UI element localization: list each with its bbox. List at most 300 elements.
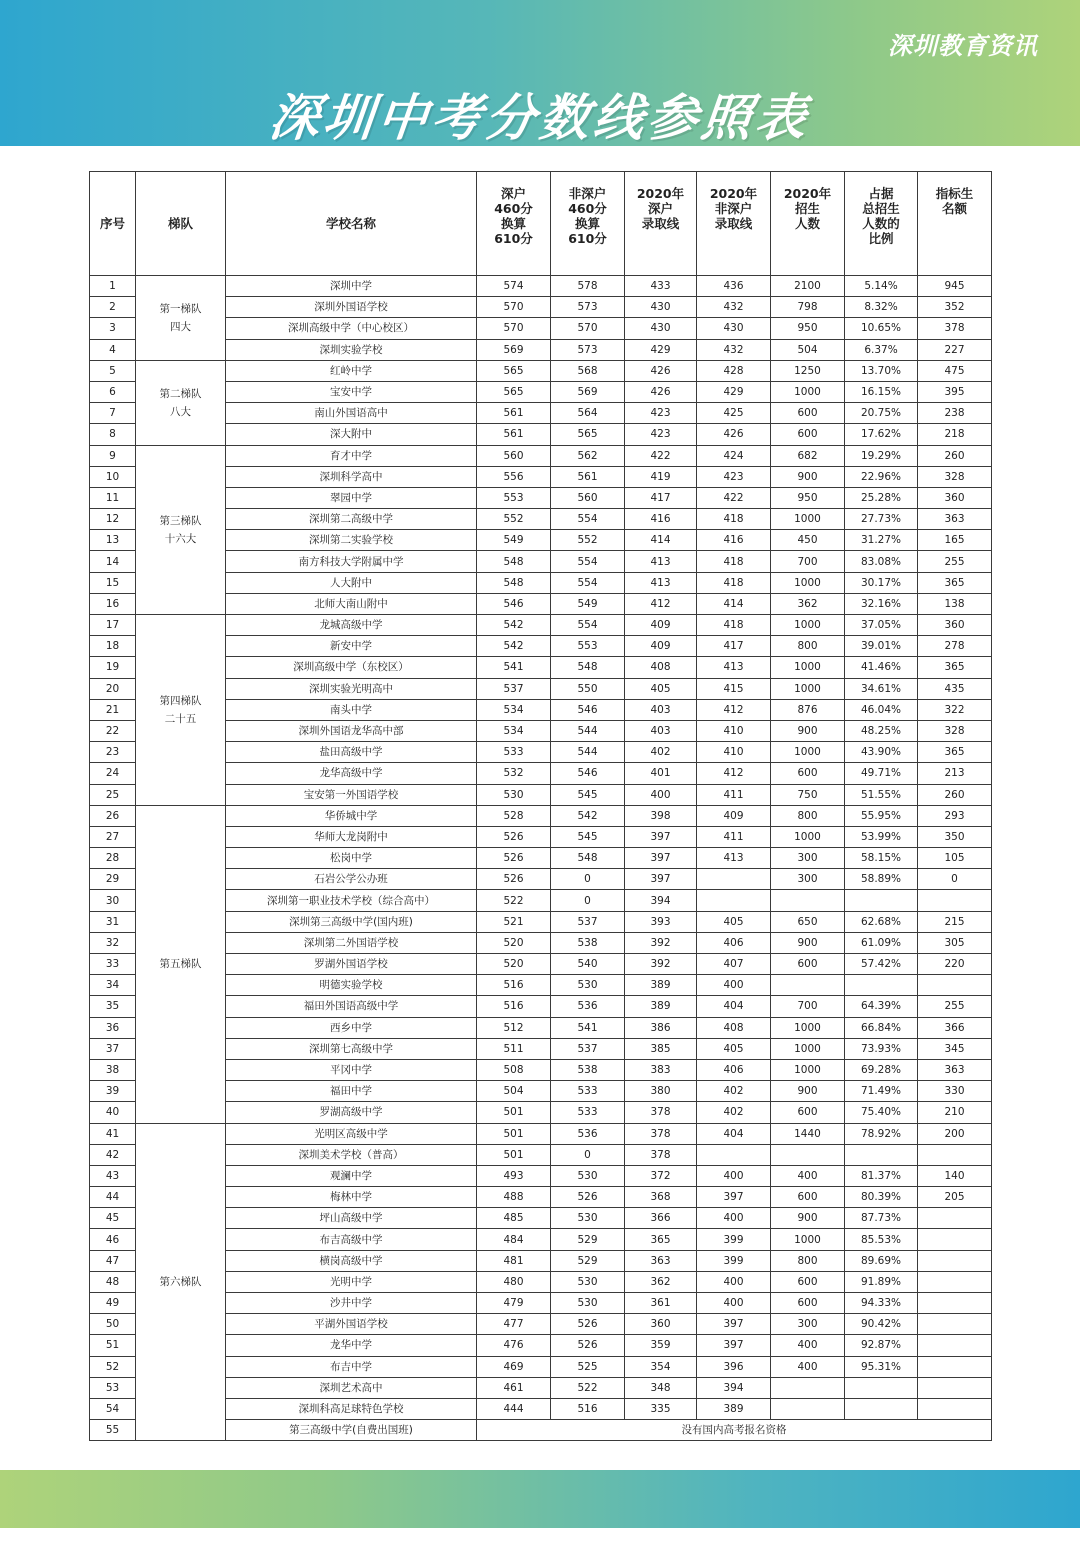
quota [918, 1356, 992, 1377]
cutoff-hukou: 383 [625, 1059, 697, 1080]
enrollment: 2100 [771, 276, 845, 297]
hukou-score: 501 [477, 1144, 551, 1165]
hukou-score: 511 [477, 1038, 551, 1059]
ratio: 81.37% [845, 1165, 918, 1186]
cutoff-hukou: 365 [625, 1229, 697, 1250]
table-row [90, 890, 992, 911]
row-note: 没有国内高考报名资格 [477, 1420, 992, 1441]
ratio: 58.89% [845, 869, 918, 890]
tier-label: 八大 [170, 405, 191, 418]
ratio: 83.08% [845, 551, 918, 572]
table-row [90, 805, 992, 826]
tier-label: 第一梯队 [159, 302, 202, 315]
row-index: 13 [90, 530, 136, 551]
hukou-score: 537 [477, 678, 551, 699]
ratio: 91.89% [845, 1271, 918, 1292]
row-index: 31 [90, 911, 136, 932]
cutoff-non-hukou: 407 [697, 954, 771, 975]
enrollment: 300 [771, 869, 845, 890]
header-school-name [226, 172, 477, 276]
cutoff-hukou: 348 [625, 1377, 697, 1398]
ratio: 66.84% [845, 1017, 918, 1038]
ratio [845, 1144, 918, 1165]
enrollment: 1000 [771, 1059, 845, 1080]
table-row [90, 1017, 992, 1038]
cutoff-non-hukou: 400 [697, 1293, 771, 1314]
row-index: 40 [90, 1102, 136, 1123]
quota: 140 [918, 1165, 992, 1186]
school-name: 深圳科学高中 [226, 466, 477, 487]
hukou-score: 553 [477, 487, 551, 508]
cutoff-non-hukou: 411 [697, 826, 771, 847]
table-row [90, 551, 992, 572]
non-hukou-score: 0 [551, 869, 625, 890]
quota: 945 [918, 276, 992, 297]
header-line: 610分 [568, 231, 607, 246]
enrollment: 1000 [771, 657, 845, 678]
non-hukou-score: 537 [551, 911, 625, 932]
quota: 205 [918, 1187, 992, 1208]
hukou-score: 444 [477, 1398, 551, 1419]
tier-label: 第三梯队 [159, 514, 202, 527]
ratio [845, 1377, 918, 1398]
quota: 215 [918, 911, 992, 932]
school-name: 坪山高级中学 [226, 1208, 477, 1229]
enrollment [771, 890, 845, 911]
non-hukou-score: 569 [551, 381, 625, 402]
school-name: 福田中学 [226, 1081, 477, 1102]
ratio: 5.14% [845, 276, 918, 297]
header-line: 名额 [941, 201, 967, 216]
non-hukou-score: 570 [551, 318, 625, 339]
cutoff-hukou: 426 [625, 381, 697, 402]
school-name: 龙城高级中学 [226, 615, 477, 636]
row-index: 16 [90, 593, 136, 614]
table-row [90, 763, 992, 784]
quota: 330 [918, 1081, 992, 1102]
non-hukou-score: 554 [551, 509, 625, 530]
row-index: 6 [90, 381, 136, 402]
row-index: 9 [90, 445, 136, 466]
row-index: 3 [90, 318, 136, 339]
school-name: 深圳第一职业技术学校（综合高中） [226, 890, 477, 911]
hukou-score: 570 [477, 297, 551, 318]
cutoff-non-hukou: 400 [697, 1271, 771, 1292]
school-name: 深圳高级中学（东校区） [226, 657, 477, 678]
header-line: 2020年 [783, 186, 832, 201]
row-index: 17 [90, 615, 136, 636]
cutoff-non-hukou [697, 869, 771, 890]
table-row [90, 869, 992, 890]
quota: 328 [918, 466, 992, 487]
quota: 378 [918, 318, 992, 339]
non-hukou-score: 529 [551, 1250, 625, 1271]
school-name: 深圳第二实验学校 [226, 530, 477, 551]
hukou-score: 530 [477, 784, 551, 805]
tier-cell [136, 276, 226, 361]
cutoff-non-hukou: 406 [697, 1059, 771, 1080]
row-index: 28 [90, 848, 136, 869]
enrollment: 798 [771, 297, 845, 318]
hukou-score: 526 [477, 848, 551, 869]
row-index: 53 [90, 1377, 136, 1398]
row-index: 26 [90, 805, 136, 826]
school-name: 深圳外国语龙华高中部 [226, 720, 477, 741]
cutoff-non-hukou: 429 [697, 381, 771, 402]
cutoff-non-hukou: 415 [697, 678, 771, 699]
cutoff-hukou: 412 [625, 593, 697, 614]
school-name: 人大附中 [226, 572, 477, 593]
enrollment: 1000 [771, 1229, 845, 1250]
ratio: 22.96% [845, 466, 918, 487]
school-name: 宝安第一外国语学校 [226, 784, 477, 805]
quota: 260 [918, 445, 992, 466]
hukou-score: 549 [477, 530, 551, 551]
row-index: 2 [90, 297, 136, 318]
cutoff-hukou: 413 [625, 551, 697, 572]
table-row [90, 1208, 992, 1229]
non-hukou-score: 561 [551, 466, 625, 487]
table-row [90, 1123, 992, 1144]
cutoff-hukou: 414 [625, 530, 697, 551]
non-hukou-score: 546 [551, 763, 625, 784]
quota: 213 [918, 763, 992, 784]
ratio: 57.42% [845, 954, 918, 975]
ratio: 10.65% [845, 318, 918, 339]
quota: 105 [918, 848, 992, 869]
ratio: 20.75% [845, 403, 918, 424]
quota [918, 1293, 992, 1314]
school-name: 沙井中学 [226, 1293, 477, 1314]
cutoff-hukou: 359 [625, 1335, 697, 1356]
school-name: 深圳实验光明高中 [226, 678, 477, 699]
quota: 210 [918, 1102, 992, 1123]
enrollment: 700 [771, 551, 845, 572]
ratio: 85.53% [845, 1229, 918, 1250]
cutoff-non-hukou: 404 [697, 1123, 771, 1144]
non-hukou-score: 530 [551, 975, 625, 996]
school-name: 育才中学 [226, 445, 477, 466]
header-line: 460分 [494, 201, 533, 216]
school-name: 横岗高级中学 [226, 1250, 477, 1271]
table-row [90, 1250, 992, 1271]
tier-cell [136, 1123, 226, 1441]
ratio: 92.87% [845, 1335, 918, 1356]
quota: 0 [918, 869, 992, 890]
table-row [90, 1420, 992, 1441]
hukou-score: 488 [477, 1187, 551, 1208]
header-quota [918, 172, 992, 276]
enrollment: 600 [771, 1102, 845, 1123]
enrollment: 950 [771, 487, 845, 508]
cutoff-hukou: 378 [625, 1123, 697, 1144]
school-name: 西乡中学 [226, 1017, 477, 1038]
table-row [90, 848, 992, 869]
non-hukou-score: 522 [551, 1377, 625, 1398]
table-row [90, 720, 992, 741]
table-row [90, 276, 992, 297]
school-name: 平冈中学 [226, 1059, 477, 1080]
tier-label: 四大 [170, 320, 191, 333]
tier-label: 第二梯队 [159, 387, 202, 400]
ratio [845, 890, 918, 911]
quota [918, 1144, 992, 1165]
ratio: 37.05% [845, 615, 918, 636]
row-index: 35 [90, 996, 136, 1017]
header-line: 610分 [494, 231, 533, 246]
quota [918, 1271, 992, 1292]
table-row [90, 911, 992, 932]
hukou-score: 484 [477, 1229, 551, 1250]
enrollment: 1000 [771, 1017, 845, 1038]
non-hukou-score: 578 [551, 276, 625, 297]
ratio: 25.28% [845, 487, 918, 508]
header-line: 深户 [500, 186, 526, 201]
enrollment: 300 [771, 1314, 845, 1335]
header-line: 人数 [794, 216, 820, 231]
non-hukou-score: 526 [551, 1314, 625, 1335]
enrollment: 900 [771, 720, 845, 741]
ratio [845, 975, 918, 996]
enrollment: 682 [771, 445, 845, 466]
non-hukou-score: 526 [551, 1335, 625, 1356]
hukou-score: 469 [477, 1356, 551, 1377]
cutoff-non-hukou: 402 [697, 1102, 771, 1123]
ratio: 55.95% [845, 805, 918, 826]
cutoff-hukou: 433 [625, 276, 697, 297]
hukou-score: 561 [477, 424, 551, 445]
enrollment: 800 [771, 1250, 845, 1271]
school-name: 深圳第七高级中学 [226, 1038, 477, 1059]
cutoff-non-hukou: 432 [697, 339, 771, 360]
non-hukou-score: 526 [551, 1187, 625, 1208]
cutoff-hukou: 400 [625, 784, 697, 805]
ratio: 73.93% [845, 1038, 918, 1059]
enrollment: 504 [771, 339, 845, 360]
row-index: 36 [90, 1017, 136, 1038]
enrollment: 900 [771, 932, 845, 953]
score-table [89, 171, 992, 1441]
quota: 345 [918, 1038, 992, 1059]
row-index: 20 [90, 678, 136, 699]
hukou-score: 569 [477, 339, 551, 360]
ratio: 90.42% [845, 1314, 918, 1335]
enrollment: 900 [771, 466, 845, 487]
enrollment: 450 [771, 530, 845, 551]
table-row [90, 530, 992, 551]
non-hukou-score: 530 [551, 1271, 625, 1292]
header-line: 460分 [568, 201, 607, 216]
enrollment: 900 [771, 1081, 845, 1102]
enrollment: 1000 [771, 572, 845, 593]
school-name: 盐田高级中学 [226, 742, 477, 763]
ratio: 6.37% [845, 339, 918, 360]
header-line: 占据 [868, 186, 894, 201]
school-name: 南山外国语高中 [226, 403, 477, 424]
ratio: 39.01% [845, 636, 918, 657]
quota: 138 [918, 593, 992, 614]
cutoff-non-hukou [697, 1144, 771, 1165]
header-enrollment-2020 [771, 172, 845, 276]
cutoff-hukou: 378 [625, 1102, 697, 1123]
school-name: 深圳实验学校 [226, 339, 477, 360]
cutoff-hukou: 405 [625, 678, 697, 699]
row-index: 34 [90, 975, 136, 996]
non-hukou-score: 564 [551, 403, 625, 424]
cutoff-non-hukou: 397 [697, 1314, 771, 1335]
non-hukou-score: 540 [551, 954, 625, 975]
header-line: 总招生 [862, 201, 900, 216]
hukou-score: 516 [477, 975, 551, 996]
table-row [90, 1335, 992, 1356]
table-row [90, 297, 992, 318]
cutoff-hukou: 385 [625, 1038, 697, 1059]
table-row [90, 636, 992, 657]
enrollment: 950 [771, 318, 845, 339]
ratio: 75.40% [845, 1102, 918, 1123]
non-hukou-score: 525 [551, 1356, 625, 1377]
cutoff-non-hukou: 406 [697, 932, 771, 953]
school-name: 华师大龙岗附中 [226, 826, 477, 847]
hukou-score: 534 [477, 699, 551, 720]
cutoff-hukou: 360 [625, 1314, 697, 1335]
hukou-score: 512 [477, 1017, 551, 1038]
non-hukou-score: 573 [551, 297, 625, 318]
ratio: 89.69% [845, 1250, 918, 1271]
quota: 365 [918, 742, 992, 763]
cutoff-hukou: 386 [625, 1017, 697, 1038]
hukou-score: 526 [477, 869, 551, 890]
ratio: 32.16% [845, 593, 918, 614]
school-name: 红岭中学 [226, 360, 477, 381]
ratio: 13.70% [845, 360, 918, 381]
cutoff-non-hukou: 418 [697, 572, 771, 593]
hukou-score: 501 [477, 1102, 551, 1123]
non-hukou-score: 538 [551, 932, 625, 953]
hukou-score: 528 [477, 805, 551, 826]
row-index: 27 [90, 826, 136, 847]
non-hukou-score: 554 [551, 572, 625, 593]
enrollment [771, 975, 845, 996]
enrollment: 1000 [771, 742, 845, 763]
ratio: 87.73% [845, 1208, 918, 1229]
header-line: 指标生 [935, 186, 974, 201]
non-hukou-score: 544 [551, 720, 625, 741]
header-line: 学校名称 [325, 216, 376, 231]
hukou-score: 520 [477, 954, 551, 975]
header-cutoff-2020-non-hukou [697, 172, 771, 276]
cutoff-hukou: 397 [625, 848, 697, 869]
non-hukou-score: 544 [551, 742, 625, 763]
row-index: 44 [90, 1187, 136, 1208]
cutoff-non-hukou [697, 890, 771, 911]
cutoff-non-hukou: 432 [697, 297, 771, 318]
enrollment: 600 [771, 403, 845, 424]
cutoff-non-hukou: 416 [697, 530, 771, 551]
quota: 352 [918, 297, 992, 318]
ratio: 17.62% [845, 424, 918, 445]
header-line: 深户 [647, 201, 673, 216]
cutoff-hukou: 413 [625, 572, 697, 593]
tier-label: 第五梯队 [159, 958, 202, 971]
tier-label: 二十五 [164, 712, 197, 725]
cutoff-non-hukou: 389 [697, 1398, 771, 1419]
enrollment: 600 [771, 1271, 845, 1292]
cutoff-hukou: 401 [625, 763, 697, 784]
cutoff-non-hukou: 412 [697, 699, 771, 720]
cutoff-hukou: 416 [625, 509, 697, 530]
cutoff-hukou: 389 [625, 996, 697, 1017]
table-row [90, 1293, 992, 1314]
cutoff-non-hukou: 397 [697, 1187, 771, 1208]
row-index: 23 [90, 742, 136, 763]
cutoff-hukou: 423 [625, 403, 697, 424]
ratio: 78.92% [845, 1123, 918, 1144]
cutoff-non-hukou: 410 [697, 742, 771, 763]
non-hukou-score: 0 [551, 890, 625, 911]
table-row [90, 996, 992, 1017]
row-index: 38 [90, 1059, 136, 1080]
cutoff-non-hukou: 400 [697, 1165, 771, 1186]
enrollment: 750 [771, 784, 845, 805]
cutoff-hukou: 354 [625, 1356, 697, 1377]
cutoff-non-hukou: 410 [697, 720, 771, 741]
tier-label: 第四梯队 [159, 694, 202, 707]
quota [918, 1250, 992, 1271]
enrollment: 1250 [771, 360, 845, 381]
school-name: 龙华中学 [226, 1335, 477, 1356]
header-line: 2020年 [636, 186, 685, 201]
cutoff-non-hukou: 399 [697, 1250, 771, 1271]
school-name: 深圳第三高级中学(国内班) [226, 911, 477, 932]
non-hukou-score: 530 [551, 1165, 625, 1186]
row-index: 47 [90, 1250, 136, 1271]
quota: 365 [918, 657, 992, 678]
school-name: 深圳外国语学校 [226, 297, 477, 318]
table-row [90, 975, 992, 996]
cutoff-hukou: 430 [625, 318, 697, 339]
enrollment: 600 [771, 424, 845, 445]
hukou-score: 541 [477, 657, 551, 678]
header-line: 换算 [500, 216, 526, 231]
school-name: 松岗中学 [226, 848, 477, 869]
table-row [90, 509, 992, 530]
non-hukou-score: 573 [551, 339, 625, 360]
cutoff-hukou: 398 [625, 805, 697, 826]
tier-cell [136, 445, 226, 615]
cutoff-hukou: 378 [625, 1144, 697, 1165]
hukou-score: 504 [477, 1081, 551, 1102]
page-title: 深圳中考分数线参照表 [266, 89, 813, 147]
quota: 366 [918, 1017, 992, 1038]
cutoff-non-hukou: 422 [697, 487, 771, 508]
enrollment: 600 [771, 1293, 845, 1314]
quota: 395 [918, 381, 992, 402]
quota: 365 [918, 572, 992, 593]
cutoff-non-hukou: 428 [697, 360, 771, 381]
table-row [90, 742, 992, 763]
table-row [90, 466, 992, 487]
row-index: 15 [90, 572, 136, 593]
quota [918, 1229, 992, 1250]
hukou-score: 461 [477, 1377, 551, 1398]
quota: 435 [918, 678, 992, 699]
table-row [90, 487, 992, 508]
school-name: 梅林中学 [226, 1187, 477, 1208]
quota: 255 [918, 551, 992, 572]
row-index: 41 [90, 1123, 136, 1144]
table-body [90, 276, 992, 1441]
